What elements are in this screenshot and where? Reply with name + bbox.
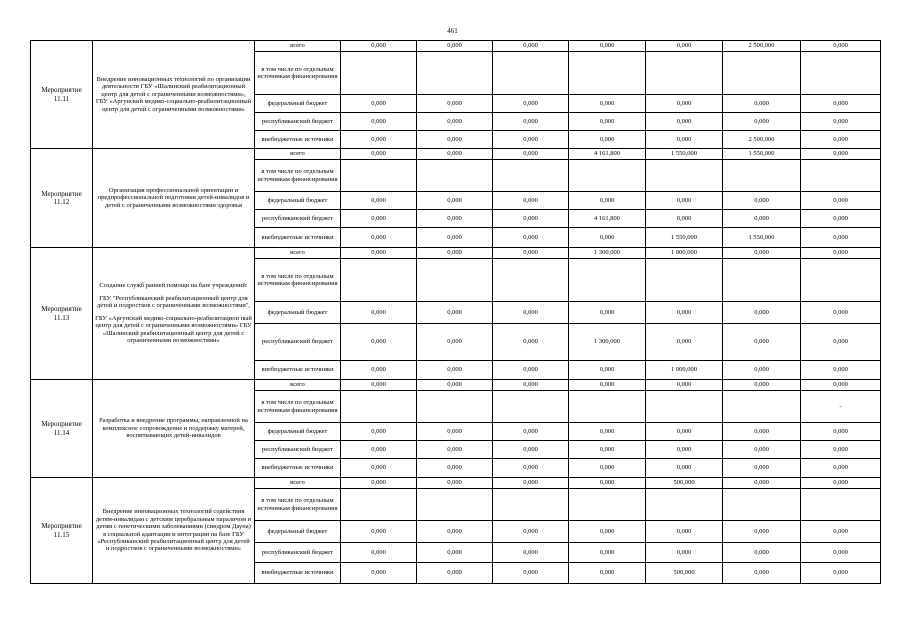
amount-cell: 0,000 bbox=[569, 478, 646, 489]
amount-cell: 0,000 bbox=[493, 423, 569, 441]
amount-cell: 0,000 bbox=[723, 563, 801, 584]
amount-cell: 0,000 bbox=[569, 380, 646, 391]
amount-cell: 0,000 bbox=[801, 131, 881, 149]
amount-cell bbox=[801, 160, 881, 192]
amount-cell: 0,000 bbox=[569, 543, 646, 563]
table-row bbox=[31, 149, 881, 160]
amount-cell: 0,000 bbox=[569, 228, 646, 248]
amount-cell bbox=[646, 489, 723, 521]
amount-cell: 1 000,000 bbox=[646, 248, 723, 259]
amount-cell: 0,000 bbox=[723, 210, 801, 228]
event-description-part: ГБУ "Республиканский реабилитационный центр для детей и подростков с ограниченными возможностями", bbox=[96, 294, 251, 310]
amount-cell: 0,000 bbox=[646, 131, 723, 149]
amount-cell: 0,000 bbox=[723, 192, 801, 210]
amount-cell: 0,000 bbox=[341, 302, 417, 324]
amount-cell: 0,000 bbox=[569, 302, 646, 324]
funding-source: республиканский бюджет bbox=[255, 441, 341, 459]
funding-source: внебюджетные источники bbox=[255, 459, 341, 478]
table-body bbox=[31, 41, 881, 584]
funding-source: в том числе по отдельным источникам финансирования bbox=[255, 391, 341, 423]
amount-cell bbox=[341, 489, 417, 521]
amount-cell: 0,000 bbox=[417, 113, 493, 131]
amount-cell: 0,000 bbox=[569, 113, 646, 131]
event-label: Мероприятие 11.13 bbox=[31, 248, 93, 380]
amount-cell: 0,000 bbox=[569, 95, 646, 113]
amount-cell: 0,000 bbox=[417, 423, 493, 441]
amount-cell bbox=[417, 52, 493, 95]
amount-cell bbox=[417, 160, 493, 192]
event-label: Мероприятие 11.11 bbox=[31, 41, 93, 149]
amount-cell: 0,000 bbox=[723, 478, 801, 489]
event-description-part: Разработка и внедрение программы, направленной на комплексное сопровождение и поддержку матерей, воспитывающих детей-инвалидов bbox=[99, 417, 248, 440]
amount-cell bbox=[801, 489, 881, 521]
event-description-part: Организация профессиональной ориентации и предпрофессиональной подготовки детей-инвалидов и детей с ограниченными возможностями здоровья bbox=[97, 186, 250, 209]
amount-cell bbox=[569, 391, 646, 423]
amount-cell: 0,000 bbox=[801, 113, 881, 131]
amount-cell: 0,000 bbox=[341, 41, 417, 52]
amount-cell: 1 300,000 bbox=[569, 324, 646, 361]
amount-cell: 0,000 bbox=[341, 149, 417, 160]
amount-cell: 0,000 bbox=[569, 423, 646, 441]
amount-cell: 0,000 bbox=[801, 441, 881, 459]
event-description-part: Внедрение инновационных технологий по организации деятельности ГБУ «Шалинский реабилитационный центр для детей с ограниченными возможностями», ГБУ «Аргунский медико-социально-реабилитационный центр для детей с ограниченными возможностями» bbox=[95, 75, 252, 113]
amount-cell: 2 500,000 bbox=[723, 131, 801, 149]
amount-cell: 0,000 bbox=[341, 563, 417, 584]
amount-cell: 0,000 bbox=[801, 563, 881, 584]
amount-cell bbox=[417, 259, 493, 302]
amount-cell: 0,000 bbox=[723, 324, 801, 361]
amount-cell: 0,000 bbox=[646, 521, 723, 543]
amount-cell: 500,000 bbox=[646, 563, 723, 584]
amount-cell: 0,000 bbox=[646, 380, 723, 391]
amount-cell bbox=[569, 52, 646, 95]
amount-cell: 0,000 bbox=[723, 95, 801, 113]
amount-cell: 0,000 bbox=[646, 302, 723, 324]
amount-cell: 0,000 bbox=[646, 192, 723, 210]
funding-source: федеральный бюджет bbox=[255, 521, 341, 543]
amount-cell: 0,000 bbox=[801, 192, 881, 210]
amount-cell: 0,000 bbox=[646, 423, 723, 441]
amount-cell bbox=[723, 391, 801, 423]
amount-cell bbox=[341, 391, 417, 423]
amount-cell bbox=[493, 52, 569, 95]
amount-cell: 0,000 bbox=[801, 324, 881, 361]
amount-cell: 0,000 bbox=[417, 95, 493, 113]
amount-cell: 0,000 bbox=[569, 521, 646, 543]
amount-cell: 0,000 bbox=[493, 248, 569, 259]
amount-cell: 0,000 bbox=[341, 361, 417, 380]
amount-cell: 0,000 bbox=[417, 149, 493, 160]
amount-cell: 0,000 bbox=[723, 361, 801, 380]
amount-cell: 1 550,000 bbox=[723, 149, 801, 160]
amount-cell: 0,000 bbox=[417, 543, 493, 563]
funding-source: внебюджетные источники bbox=[255, 131, 341, 149]
amount-cell bbox=[417, 489, 493, 521]
amount-cell bbox=[646, 160, 723, 192]
amount-cell bbox=[493, 259, 569, 302]
amount-cell: 0,000 bbox=[417, 361, 493, 380]
amount-cell: 1 550,000 bbox=[646, 228, 723, 248]
amount-cell: 0,000 bbox=[723, 423, 801, 441]
amount-cell: 0,000 bbox=[646, 441, 723, 459]
amount-cell: 0,000 bbox=[417, 563, 493, 584]
amount-cell: 0,000 bbox=[493, 563, 569, 584]
amount-cell: 0,000 bbox=[801, 248, 881, 259]
amount-cell: 1 550,000 bbox=[723, 228, 801, 248]
amount-cell: 0,000 bbox=[646, 95, 723, 113]
amount-cell: 0,000 bbox=[341, 478, 417, 489]
funding-source: в том числе по отдельным источникам финансирования bbox=[255, 259, 341, 302]
amount-cell: 0,000 bbox=[801, 543, 881, 563]
page-number: 461 bbox=[447, 27, 458, 35]
amount-cell: 0,000 bbox=[417, 441, 493, 459]
amount-cell: 4 161,800 bbox=[569, 210, 646, 228]
amount-cell bbox=[646, 391, 723, 423]
amount-cell: 0,000 bbox=[569, 192, 646, 210]
amount-cell: 4 161,800 bbox=[569, 149, 646, 160]
amount-cell: 0,000 bbox=[417, 459, 493, 478]
amount-cell: 0,000 bbox=[801, 478, 881, 489]
amount-cell: 0,000 bbox=[341, 543, 417, 563]
amount-cell: 0,000 bbox=[646, 210, 723, 228]
event-description bbox=[93, 380, 255, 478]
amount-cell: 0,000 bbox=[341, 324, 417, 361]
funding-source: республиканский бюджет bbox=[255, 210, 341, 228]
amount-cell: 0,000 bbox=[341, 192, 417, 210]
amount-cell: 0,000 bbox=[493, 361, 569, 380]
event-description bbox=[93, 41, 255, 149]
amount-cell: 0,000 bbox=[646, 41, 723, 52]
amount-cell bbox=[723, 160, 801, 192]
amount-cell: 0,000 bbox=[493, 302, 569, 324]
event-description bbox=[93, 478, 255, 584]
amount-cell: 0,000 bbox=[801, 521, 881, 543]
event-label: Мероприятие 11.14 bbox=[31, 380, 93, 478]
amount-cell: 0,000 bbox=[493, 210, 569, 228]
amount-cell: 0,000 bbox=[493, 41, 569, 52]
funding-source: всего bbox=[255, 478, 341, 489]
amount-cell bbox=[569, 259, 646, 302]
amount-cell: 1 550,000 bbox=[646, 149, 723, 160]
amount-cell bbox=[341, 52, 417, 95]
amount-cell: 0,000 bbox=[723, 380, 801, 391]
amount-cell: 0,000 bbox=[493, 149, 569, 160]
amount-cell: 0,000 bbox=[723, 302, 801, 324]
funding-source: всего bbox=[255, 149, 341, 160]
event-description-part: Внедрение инновационных технологий содействия детям-инвалидам с детским церебральным параличом и детям с генетическими заболеваниями (синдром Дауна) в социальной адаптации и интеграции на базе ГБУ «Республиканский реабилитационный центр для детей и подростков с ограниченными возможностями» bbox=[95, 508, 252, 553]
funding-source: федеральный бюджет bbox=[255, 423, 341, 441]
amount-cell: 0,000 bbox=[341, 521, 417, 543]
funding-source: республиканский бюджет bbox=[255, 543, 341, 563]
amount-cell: 0,000 bbox=[341, 459, 417, 478]
amount-cell: 2 500,000 bbox=[723, 41, 801, 52]
funding-source: в том числе по отдельным источникам финансирования bbox=[255, 52, 341, 95]
amount-cell: 0,000 bbox=[341, 113, 417, 131]
amount-cell: 0,000 bbox=[341, 228, 417, 248]
amount-cell: 0,000 bbox=[493, 95, 569, 113]
amount-cell: 0,000 bbox=[417, 380, 493, 391]
amount-cell: 0,000 bbox=[801, 228, 881, 248]
amount-cell: 0,000 bbox=[341, 95, 417, 113]
amount-cell: 0,000 bbox=[417, 248, 493, 259]
funding-source: внебюджетные источники bbox=[255, 563, 341, 584]
amount-cell: 0,000 bbox=[493, 131, 569, 149]
amount-cell bbox=[493, 391, 569, 423]
amount-cell: 0,000 bbox=[723, 521, 801, 543]
amount-cell: 1 300,000 bbox=[569, 248, 646, 259]
amount-cell: 0,000 bbox=[646, 113, 723, 131]
amount-cell: 1 000,000 bbox=[646, 361, 723, 380]
amount-cell: 0,000 bbox=[569, 41, 646, 52]
amount-cell: 0,000 bbox=[417, 41, 493, 52]
amount-cell: 0,000 bbox=[801, 459, 881, 478]
funding-source: республиканский бюджет bbox=[255, 324, 341, 361]
amount-cell bbox=[801, 259, 881, 302]
amount-cell: 0,000 bbox=[341, 441, 417, 459]
amount-cell: 500,000 bbox=[646, 478, 723, 489]
table-row bbox=[31, 248, 881, 259]
amount-cell: 0,000 bbox=[493, 192, 569, 210]
amount-cell bbox=[493, 489, 569, 521]
amount-cell bbox=[569, 489, 646, 521]
budget-table bbox=[30, 40, 881, 584]
amount-cell bbox=[341, 259, 417, 302]
event-description-part: Создание служб ранней помощи на базе учреждений: bbox=[99, 282, 248, 290]
funding-source: в том числе по отдельным источникам финансирования bbox=[255, 160, 341, 192]
amount-cell: 0,000 bbox=[341, 248, 417, 259]
amount-cell: 0,000 bbox=[493, 324, 569, 361]
amount-cell: 0,000 bbox=[493, 113, 569, 131]
amount-cell bbox=[341, 160, 417, 192]
amount-cell: 0,000 bbox=[493, 543, 569, 563]
amount-cell bbox=[569, 160, 646, 192]
amount-cell: 0,000 bbox=[493, 441, 569, 459]
event-label: Мероприятие 11.12 bbox=[31, 149, 93, 248]
table-row bbox=[31, 41, 881, 52]
event-description-part: ГБУ «Аргунский медико-социально-реабилитацион ный центр для детей с ограниченными возможностями» ГБУ «Шалинский реабилитационный центр для детей с ограниченными возможностями» bbox=[95, 314, 252, 345]
funding-source: всего bbox=[255, 380, 341, 391]
event-label: Мероприятие 11.15 bbox=[31, 478, 93, 584]
amount-cell: 0,000 bbox=[646, 324, 723, 361]
amount-cell: 0,000 bbox=[723, 441, 801, 459]
amount-cell: 0,000 bbox=[417, 302, 493, 324]
amount-cell: 0,000 bbox=[417, 324, 493, 361]
amount-cell: 0,000 bbox=[417, 521, 493, 543]
amount-cell: 0,000 bbox=[493, 521, 569, 543]
amount-cell: 0,000 bbox=[569, 441, 646, 459]
amount-cell: 0,000 bbox=[569, 459, 646, 478]
amount-cell: 0,000 bbox=[417, 478, 493, 489]
amount-cell: 0,000 bbox=[417, 131, 493, 149]
amount-cell: 0,000 bbox=[341, 380, 417, 391]
amount-cell: 0,000 bbox=[569, 131, 646, 149]
amount-cell: 0,000 bbox=[723, 248, 801, 259]
amount-cell bbox=[417, 391, 493, 423]
event-description bbox=[93, 149, 255, 248]
amount-cell: 0,000 bbox=[417, 192, 493, 210]
funding-source: федеральный бюджет bbox=[255, 95, 341, 113]
amount-cell: 0,000 bbox=[801, 380, 881, 391]
funding-source: республиканский бюджет bbox=[255, 113, 341, 131]
amount-cell: 0,000 bbox=[801, 361, 881, 380]
amount-cell: 0,000 bbox=[493, 228, 569, 248]
amount-cell bbox=[493, 160, 569, 192]
amount-cell: 0,000 bbox=[723, 459, 801, 478]
funding-source: всего bbox=[255, 41, 341, 52]
amount-cell: 0,000 bbox=[417, 228, 493, 248]
funding-source: всего bbox=[255, 248, 341, 259]
funding-source: внебюджетные источники bbox=[255, 228, 341, 248]
amount-cell: 0,000 bbox=[801, 210, 881, 228]
amount-cell: 0,000 bbox=[341, 210, 417, 228]
amount-cell: 0,000 bbox=[723, 543, 801, 563]
amount-cell: 0,000 bbox=[493, 380, 569, 391]
amount-cell bbox=[801, 52, 881, 95]
amount-cell: 0,000 bbox=[801, 302, 881, 324]
amount-cell: 0,000 bbox=[801, 41, 881, 52]
amount-cell: 0,000 bbox=[569, 361, 646, 380]
funding-source: в том числе по отдельным источникам финансирования bbox=[255, 489, 341, 521]
table-row bbox=[31, 478, 881, 489]
amount-cell bbox=[723, 489, 801, 521]
table-row bbox=[31, 380, 881, 391]
funding-source: федеральный бюджет bbox=[255, 192, 341, 210]
amount-cell: 0,000 bbox=[341, 131, 417, 149]
amount-cell: 0,000 bbox=[341, 423, 417, 441]
amount-cell: 0,000 bbox=[801, 95, 881, 113]
amount-cell: - bbox=[801, 391, 881, 423]
amount-cell: 0,000 bbox=[493, 459, 569, 478]
amount-cell: 0,000 bbox=[417, 210, 493, 228]
funding-source: внебюджетные источники bbox=[255, 361, 341, 380]
amount-cell bbox=[723, 52, 801, 95]
amount-cell bbox=[646, 52, 723, 95]
amount-cell bbox=[723, 259, 801, 302]
amount-cell: 0,000 bbox=[723, 113, 801, 131]
amount-cell: 0,000 bbox=[569, 563, 646, 584]
amount-cell: 0,000 bbox=[646, 459, 723, 478]
amount-cell: 0,000 bbox=[801, 149, 881, 160]
amount-cell: 0,000 bbox=[493, 478, 569, 489]
amount-cell: 0,000 bbox=[801, 423, 881, 441]
event-description bbox=[93, 248, 255, 380]
funding-source: федеральный бюджет bbox=[255, 302, 341, 324]
amount-cell bbox=[646, 259, 723, 302]
amount-cell: 0,000 bbox=[646, 543, 723, 563]
